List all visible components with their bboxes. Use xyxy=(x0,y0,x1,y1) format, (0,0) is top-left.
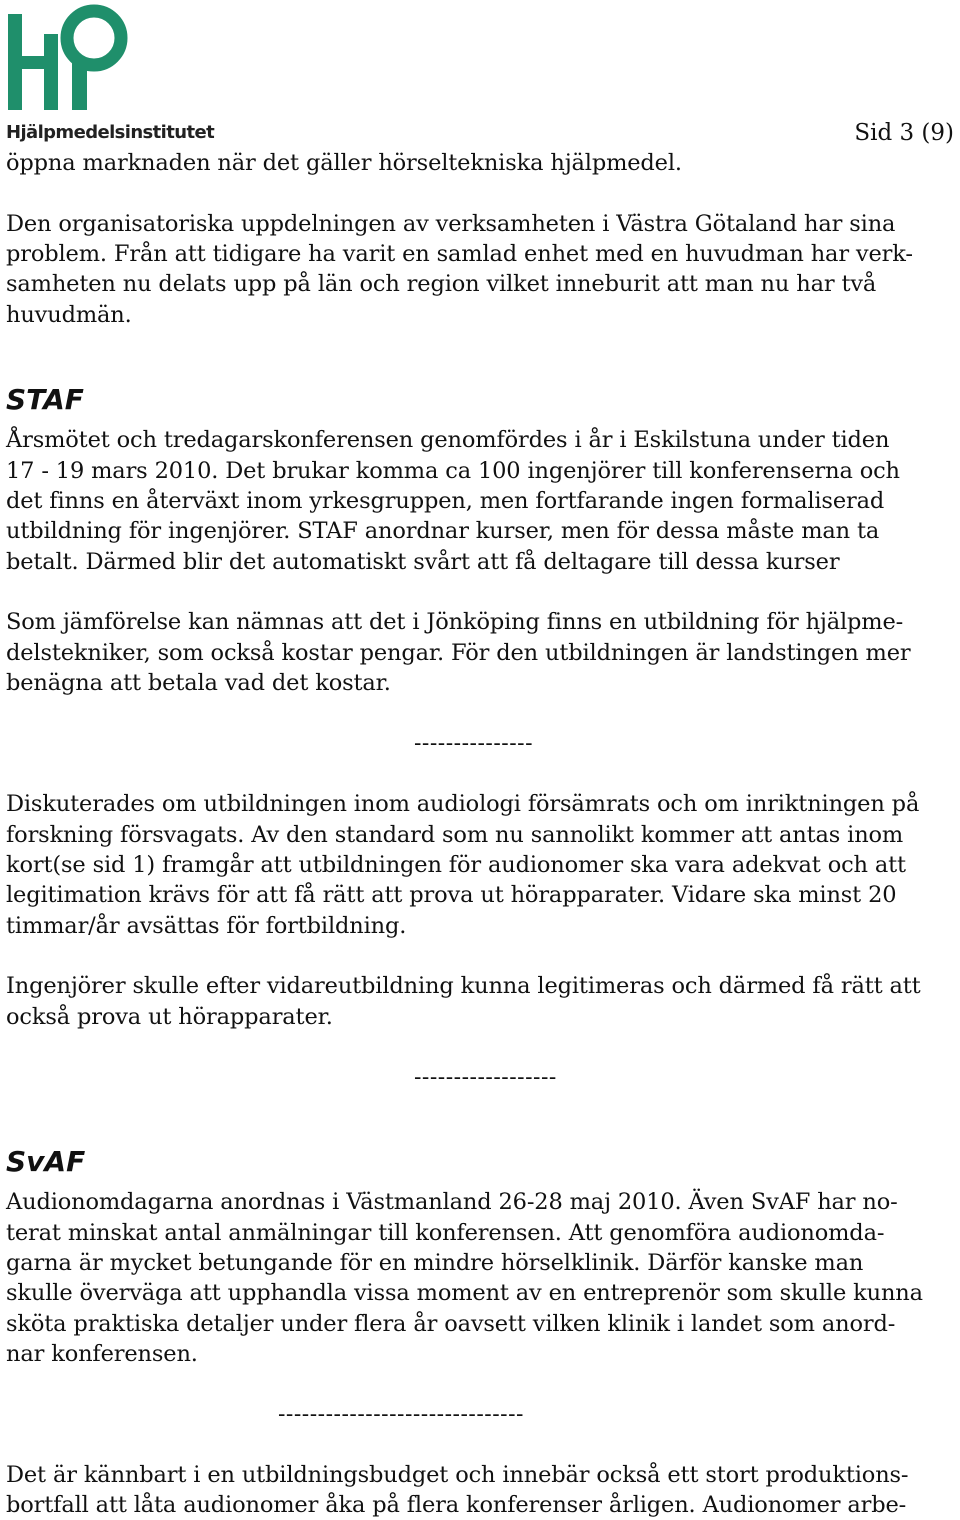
paragraph-line: skulle överväga att upphandla vissa moment av en entreprenör som skulle kunna xyxy=(6,1280,923,1306)
paragraph-line: kort(se sid 1) framgår att utbildningen för audionomer ska vara adekvat och att xyxy=(6,852,906,878)
paragraph-line: Årsmötet och tredagarskonferensen genomfördes i år i Eskilstuna under tiden xyxy=(6,427,890,453)
paragraph-line: garna är mycket betungande för en mindre hörselklinik. Därför kanske man xyxy=(6,1250,864,1276)
section-heading-svaf: SvAF xyxy=(6,1145,86,1178)
paragraph-line: utbildning för ingenjörer. STAF anordnar kurser, men för dessa måste man ta xyxy=(6,518,880,544)
paragraph-line: nar konferensen. xyxy=(6,1341,198,1367)
paragraph-line: Den organisatoriska uppdelningen av verksamheten i Västra Götaland har sina xyxy=(6,211,896,237)
hi-logo-icon xyxy=(6,4,146,116)
paragraph-line: sköta praktiska detaljer under flera år oavsett vilken klinik i landet som anord- xyxy=(6,1311,896,1337)
separator: ------------------ xyxy=(414,1065,557,1090)
paragraph-line: terat minskat antal anmälningar till konferensen. Att genomföra audionomda- xyxy=(6,1220,885,1246)
section-heading-staf: STAF xyxy=(6,383,84,416)
paragraph-line: Ingenjörer skulle efter vidareutbildning kunna legitimeras och därmed få rätt att xyxy=(6,973,921,999)
paragraph-line: timmar/år avsättas för fortbildning. xyxy=(6,913,407,939)
paragraph-line: forskning försvagats. Av den standard som nu sannolikt kommer att antas inom xyxy=(6,822,904,848)
paragraph-line: bortfall att låta audionomer åka på flera konferenser årligen. Audionomer arbe- xyxy=(6,1492,907,1518)
paragraph-line: legitimation krävs för att få rätt att prova ut hörapparater. Vidare ska minst 20 xyxy=(6,882,897,908)
intro-line: öppna marknaden när det gäller hörseltekniska hjälpmedel. xyxy=(6,150,682,176)
separator: ------------------------------- xyxy=(278,1402,524,1427)
paragraph-line: det finns en återväxt inom yrkesgruppen, men fortfarande ingen formaliserad xyxy=(6,488,885,514)
logo-text: Hjälpmedelsinstitutet xyxy=(6,122,215,143)
paragraph-line: Diskuterades om utbildningen inom audiologi försämrats och om inriktningen på xyxy=(6,791,920,817)
paragraph-line: huvudmän. xyxy=(6,302,132,328)
paragraph-line: betalt. Därmed blir det automatiskt svårt att få deltagare till dessa kurser xyxy=(6,549,840,575)
paragraph-line: delstekniker, som också kostar pengar. För den utbildningen är landstingen mer xyxy=(6,640,911,666)
separator: --------------- xyxy=(414,731,534,756)
paragraph-line: problem. Från att tidigare ha varit en samlad enhet med en huvudman har verk- xyxy=(6,241,913,267)
page-number: Sid 3 (9) xyxy=(854,120,954,146)
paragraph-line: Audionomdagarna anordnas i Västmanland 26-28 maj 2010. Även SvAF har no- xyxy=(6,1189,898,1215)
paragraph-line: benägna att betala vad det kostar. xyxy=(6,670,391,696)
logo xyxy=(6,4,215,143)
paragraph-line: Som jämförelse kan nämnas att det i Jönköping finns en utbildning för hjälpme- xyxy=(6,609,904,635)
paragraph-line: också prova ut hörapparater. xyxy=(6,1004,333,1030)
paragraph-line: samheten nu delats upp på län och region vilket inneburit att man nu har två xyxy=(6,271,877,297)
paragraph-line: Det är kännbart i en utbildningsbudget och innebär också ett stort produktions- xyxy=(6,1462,909,1488)
paragraph-line: 17 - 19 mars 2010. Det brukar komma ca 100 ingenjörer till konferenserna och xyxy=(6,458,900,484)
